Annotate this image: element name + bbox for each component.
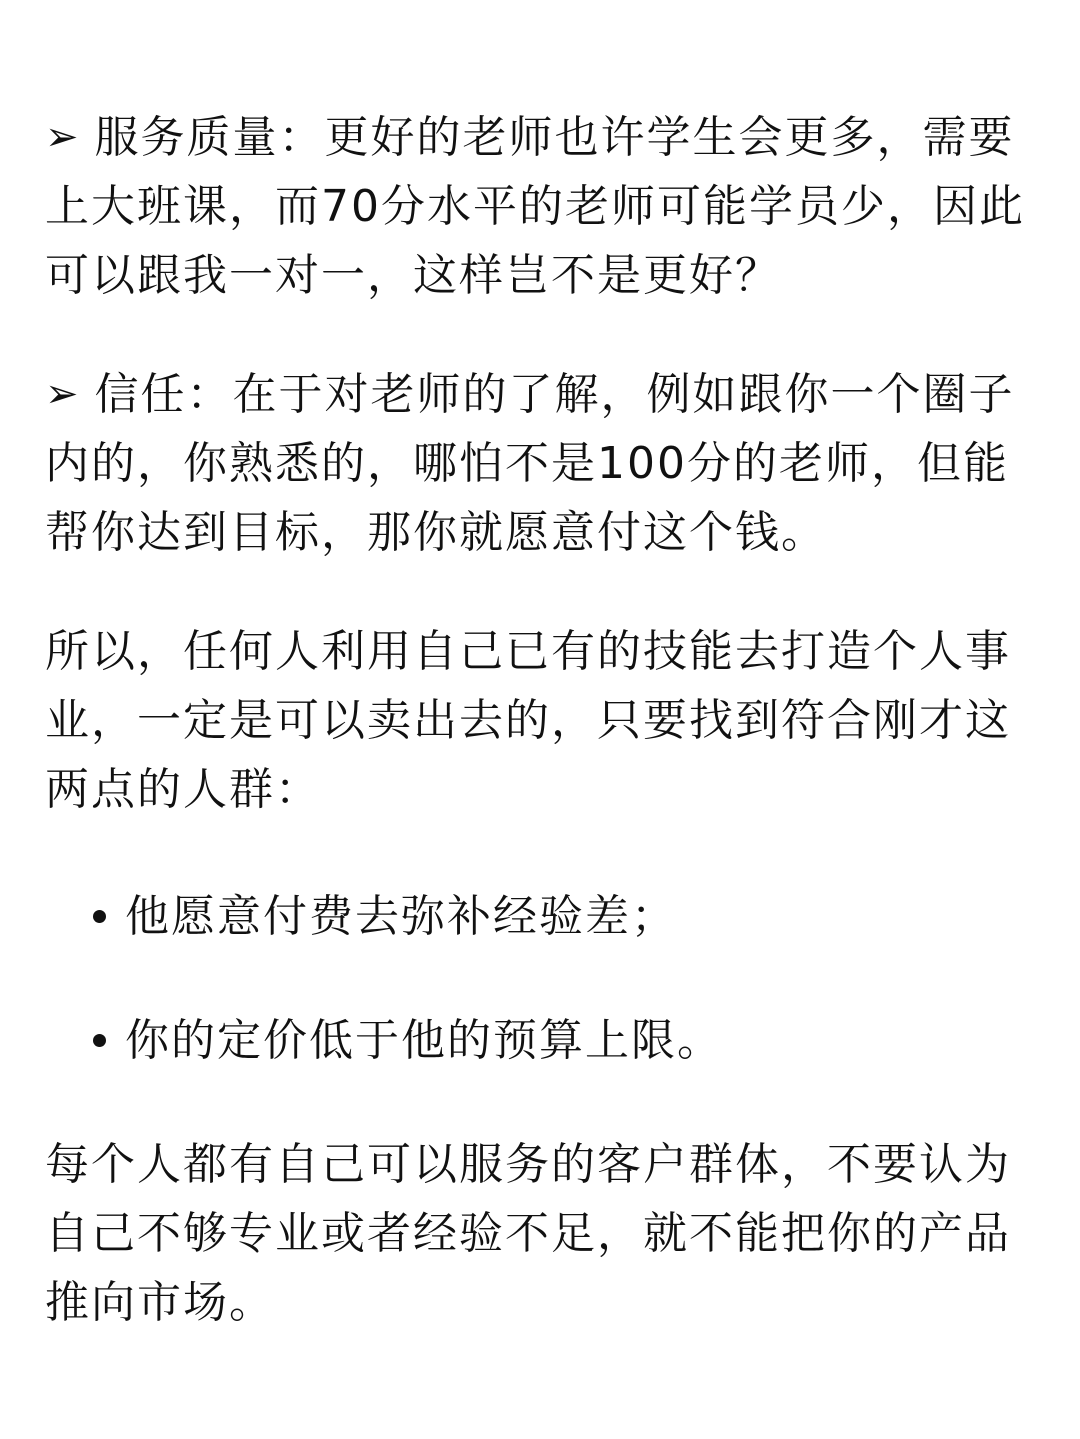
bullet-dot-icon: [93, 1034, 106, 1047]
arrow-bullet-icon: ➢: [45, 371, 81, 417]
list-item: [45, 882, 1040, 951]
list-item-text: 他愿意付费去弥补经验差；: [125, 891, 677, 942]
conclusion-paragraph: 所以，任何人利用自己已有的技能去打造个人事业，一定是可以卖出去的，只要找到符合刚才这两点的人群：: [45, 626, 1011, 815]
trust-item: [45, 360, 1040, 567]
arrow-bullet-icon: ➢: [45, 114, 81, 160]
article-body: [45, 103, 1040, 1337]
list-item-text: 你的定价低于他的预算上限。: [125, 1015, 723, 1066]
bullet-dot-icon: [93, 910, 106, 923]
closing-paragraph: 每个人都有自己可以服务的客户群体，不要认为自己不够专业或者经验不足，就不能把你的产品推向市场。: [45, 1139, 1011, 1328]
criteria-list: [45, 882, 1040, 1075]
trust-text: 信任：在于对老师的了解，例如跟你一个圈子内的，你熟悉的，哪怕不是100分的老师，但能帮你达到目标，那你就愿意付这个钱。: [45, 369, 1015, 558]
service-quality-item: [45, 103, 1040, 310]
service-quality-text: 服务质量：更好的老师也许学生会更多，需要上大班课，而70分水平的老师可能学员少，因此可以跟我一对一，这样岂不是更好？: [45, 112, 1025, 301]
list-item: [45, 1006, 1040, 1075]
